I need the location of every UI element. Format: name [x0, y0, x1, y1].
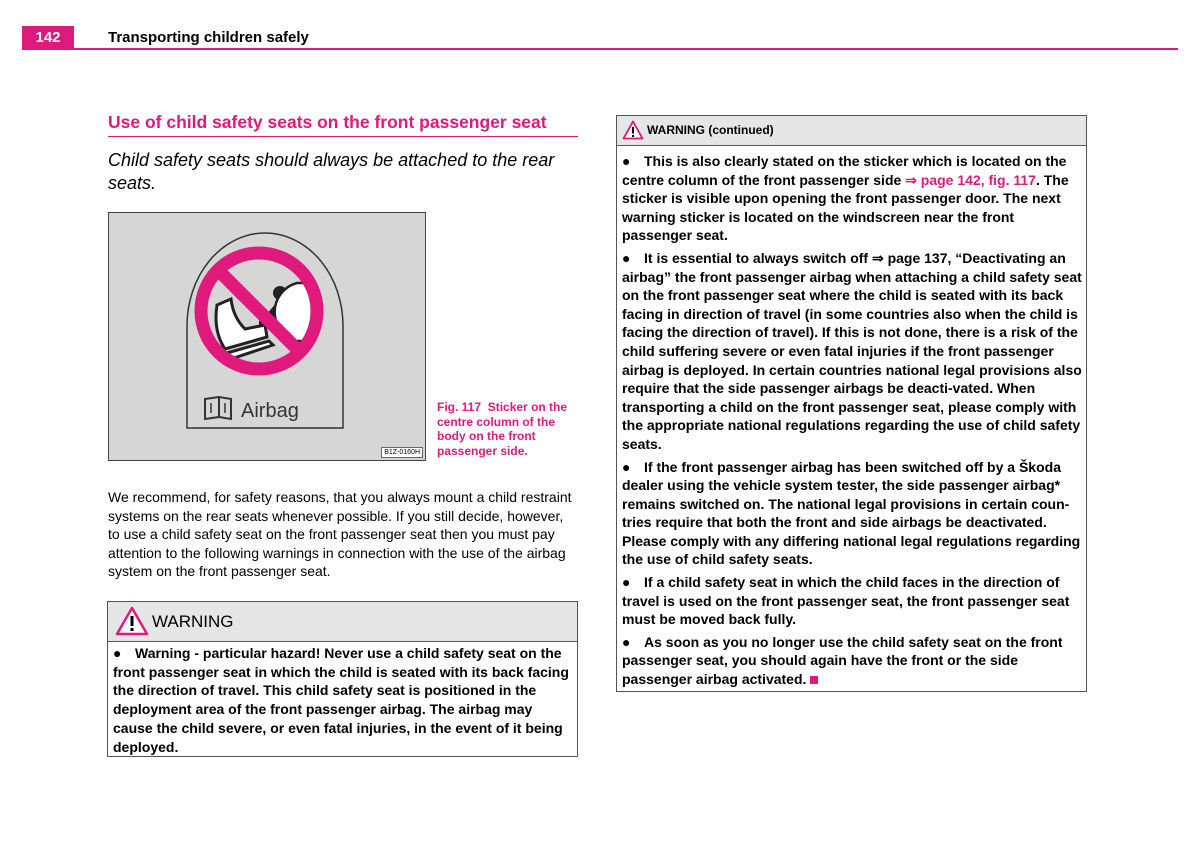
- bullet-icon: ●: [622, 249, 631, 266]
- warning-header: [108, 602, 577, 642]
- warning-continued-box: [616, 115, 1087, 692]
- warning-triangle-icon: [622, 120, 644, 140]
- warning-item-5: ● As soon as you no longer use the child safety seat on the front passenger seat, you should again have the front or the side passenger airbag activated.: [622, 633, 1063, 688]
- warning-continued-header: [617, 116, 1086, 146]
- airbag-sticker-illustration: [109, 213, 427, 462]
- bullet-icon: ●: [113, 645, 122, 661]
- page-reference-link[interactable]: ⇒ page 142, fig. 117: [905, 171, 1036, 188]
- left-column: [108, 110, 578, 195]
- warning-item-2: ● It is essential to always switch off ⇒ page 137, “Deactivating an airbag” the front passenger airbag when attaching a child safety seat on the front passenger seat where the child is seated with its back facing in direction of travel (in some countries also when the child is facing the direction of travel). If this is not done, there is a risk of the child suffering severe or even fatal injuries if the front passenger airbag is deployed. In certain countries national legal provisions also require that the side passenger airbags be deacti-vated. When transporting a child on the front passenger seat, please comply with the appropriate national regulations regarding the use of child safety seats.: [622, 249, 1082, 452]
- warning-triangle-icon: [115, 606, 149, 636]
- bullet-icon: ●: [622, 633, 631, 650]
- bullet-icon: ●: [622, 574, 631, 591]
- figure-caption-text: Sticker on the centre column of the body on the front passenger side.: [437, 400, 568, 459]
- section-intro: Child safety seats should always be attached to the rear seats.: [108, 150, 555, 193]
- warning-body: [108, 642, 577, 756]
- figure-caption: [437, 400, 582, 459]
- page-title: Transporting children safely: [108, 29, 309, 46]
- bullet-icon: ●: [622, 458, 631, 475]
- warning-label: WARNING: [152, 612, 234, 631]
- sticker-airbag-text: Airbag: [241, 400, 299, 422]
- warning-item-3: ● If the front passenger airbag has been switched off by a Škoda dealer using the vehicle system tester, the side passenger airbag* remains switched on. The national legal provisions in certain coun-tries require that both the front and side airbags be deactivated. Please comply with any differing national legal regulations regarding the use of child safety seats.: [622, 458, 1081, 568]
- section-end-marker: [810, 676, 818, 684]
- section-title: Use of child safety seats on the front passenger seat: [108, 110, 578, 137]
- figure-label: Fig. 117: [437, 400, 482, 414]
- bullet-icon: ●: [622, 153, 631, 169]
- warning-box: [107, 601, 578, 757]
- page-header: [22, 26, 1178, 50]
- warning-item-1: ● This is also clearly stated on the sticker which is located on the centre column of the front passenger side ⇒ page 142, fig. 117. The sticker is visible upon opening the front passenger door. The next warning sticker is located on the windscreen near the front passenger seat.: [622, 153, 1069, 244]
- warning-continued-label: WARNING (continued): [647, 123, 774, 137]
- warning-text: Warning - particular hazard! Never use a child safety seat on the front passenger seat in which the child is seated with its back facing the direction of travel. This child safety seat is positioned in the deployment area of the front passenger airbag. The airbag may cause the child severe, or even fatal injuries, in the event of it being deployed.: [113, 645, 569, 755]
- figure-code: B1Z-0160H: [381, 447, 423, 458]
- body-paragraph: We recommend, for safety reasons, that you always mount a child restraint systems on the rear seats whenever possible. If you still decide, however, to use a child safety seat on the front passenger seat then you must pay attention to the following warnings in connection with the use of the airbag system on the front passenger seat.: [108, 489, 572, 579]
- page-number: 142: [22, 26, 74, 50]
- warning-item-4: ● If a child safety seat in which the child faces in the direction of travel is used on the front passenger seat, the front passenger seat must be moved back fully.: [622, 574, 1070, 628]
- warning-continued-body: [617, 146, 1086, 689]
- figure-117: [108, 212, 426, 461]
